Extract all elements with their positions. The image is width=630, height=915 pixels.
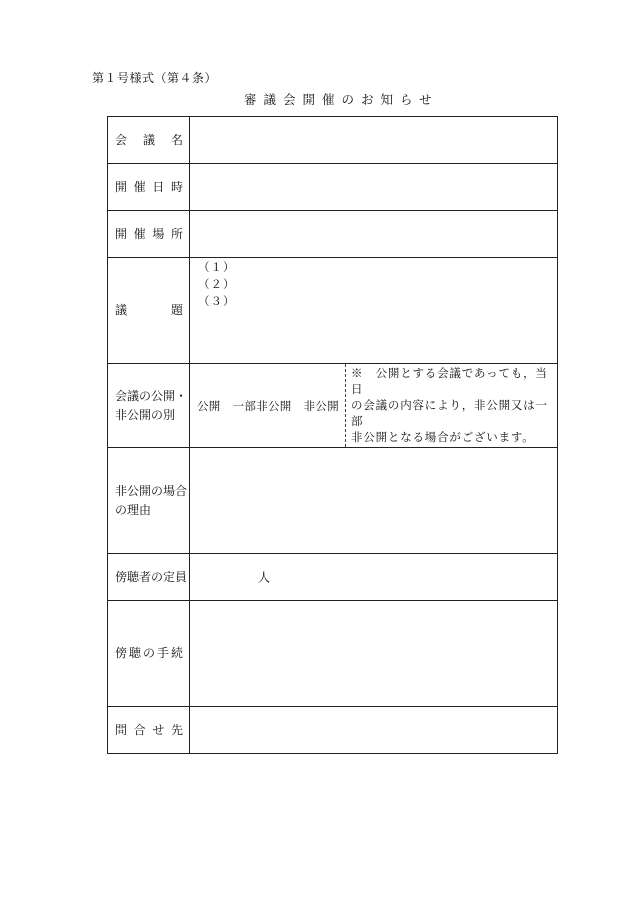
label-line: 会議の公開・	[115, 388, 188, 403]
form-number: 第１号様式（第４条）	[92, 71, 218, 85]
disclosure-options	[190, 364, 345, 447]
row-meeting-name	[108, 117, 558, 164]
field-contact[interactable]	[190, 707, 558, 754]
label-audience-procedure	[108, 601, 190, 707]
label-char: 開	[115, 226, 128, 241]
label-char: 聴	[128, 646, 141, 660]
label-char: 続	[170, 646, 183, 660]
label-char: 開	[115, 179, 128, 194]
label-line: 非公開の場合	[115, 483, 188, 498]
row-venue	[108, 211, 558, 258]
field-meeting-name[interactable]	[190, 117, 558, 164]
label-char: 先	[170, 722, 183, 737]
row-closed-reason	[108, 448, 558, 554]
label-closed-reason	[108, 448, 190, 554]
label-char: 議	[142, 132, 155, 147]
label-char: 日	[152, 179, 165, 194]
label-char: 時	[170, 179, 183, 194]
option-closed[interactable]: 非公開	[303, 398, 340, 413]
label-contact	[108, 707, 190, 754]
agenda-item: （３）	[198, 294, 236, 308]
option-partial-closed[interactable]: 一部非公開	[232, 398, 292, 413]
option-public[interactable]: 公開	[197, 398, 221, 413]
label-char: 合	[133, 722, 146, 737]
label-line: 非公開の別	[115, 407, 176, 422]
row-disclosure	[108, 364, 558, 448]
meeting-notice-table	[107, 116, 558, 754]
field-disclosure	[190, 364, 558, 448]
label-char: 問	[115, 722, 128, 737]
label-char: 手	[156, 646, 169, 660]
field-date-time[interactable]	[190, 164, 558, 211]
disclosure-note	[345, 364, 557, 447]
label-disclosure	[108, 364, 190, 448]
row-audience-capacity	[108, 554, 558, 601]
agenda-list	[198, 259, 236, 310]
note-line: ※ 公開とする会議であっても，当日	[351, 366, 548, 396]
field-agenda[interactable]	[190, 258, 558, 364]
document-title: 審議会開催のお知らせ	[244, 92, 439, 107]
label-venue	[108, 211, 190, 258]
label-char: の	[142, 646, 155, 660]
label-char: 催	[133, 226, 146, 241]
agenda-item: （２）	[198, 277, 236, 291]
label-audience-capacity	[108, 554, 190, 601]
field-closed-reason[interactable]	[190, 448, 558, 554]
row-date-time	[108, 164, 558, 211]
label-char: 催	[133, 179, 146, 194]
note-line: 非公開となる場合がございます。	[351, 430, 535, 444]
label-agenda	[108, 258, 190, 364]
capacity-unit: 人	[258, 570, 271, 585]
field-venue[interactable]	[190, 211, 558, 258]
label-char: 場	[152, 226, 165, 241]
label-char: 名	[170, 132, 183, 147]
label-meeting-name	[108, 117, 190, 164]
label-line: の理由	[115, 502, 152, 517]
label-char: 所	[170, 226, 183, 241]
label-char: 会	[115, 132, 128, 147]
label-date-time	[108, 164, 190, 211]
note-line: の会議の内容により，非公開又は一部	[351, 398, 548, 428]
field-audience-procedure[interactable]	[190, 601, 558, 707]
row-agenda	[108, 258, 558, 364]
label-char: せ	[152, 722, 165, 737]
row-audience-procedure	[108, 601, 558, 707]
row-contact	[108, 707, 558, 754]
label-char: 題	[170, 303, 183, 317]
label-char: 議	[115, 303, 128, 317]
agenda-item: （１）	[198, 260, 236, 274]
label-char: 傍	[115, 646, 128, 660]
label-text: 傍聴者の定員	[115, 569, 188, 584]
field-audience-capacity[interactable]	[190, 554, 558, 601]
